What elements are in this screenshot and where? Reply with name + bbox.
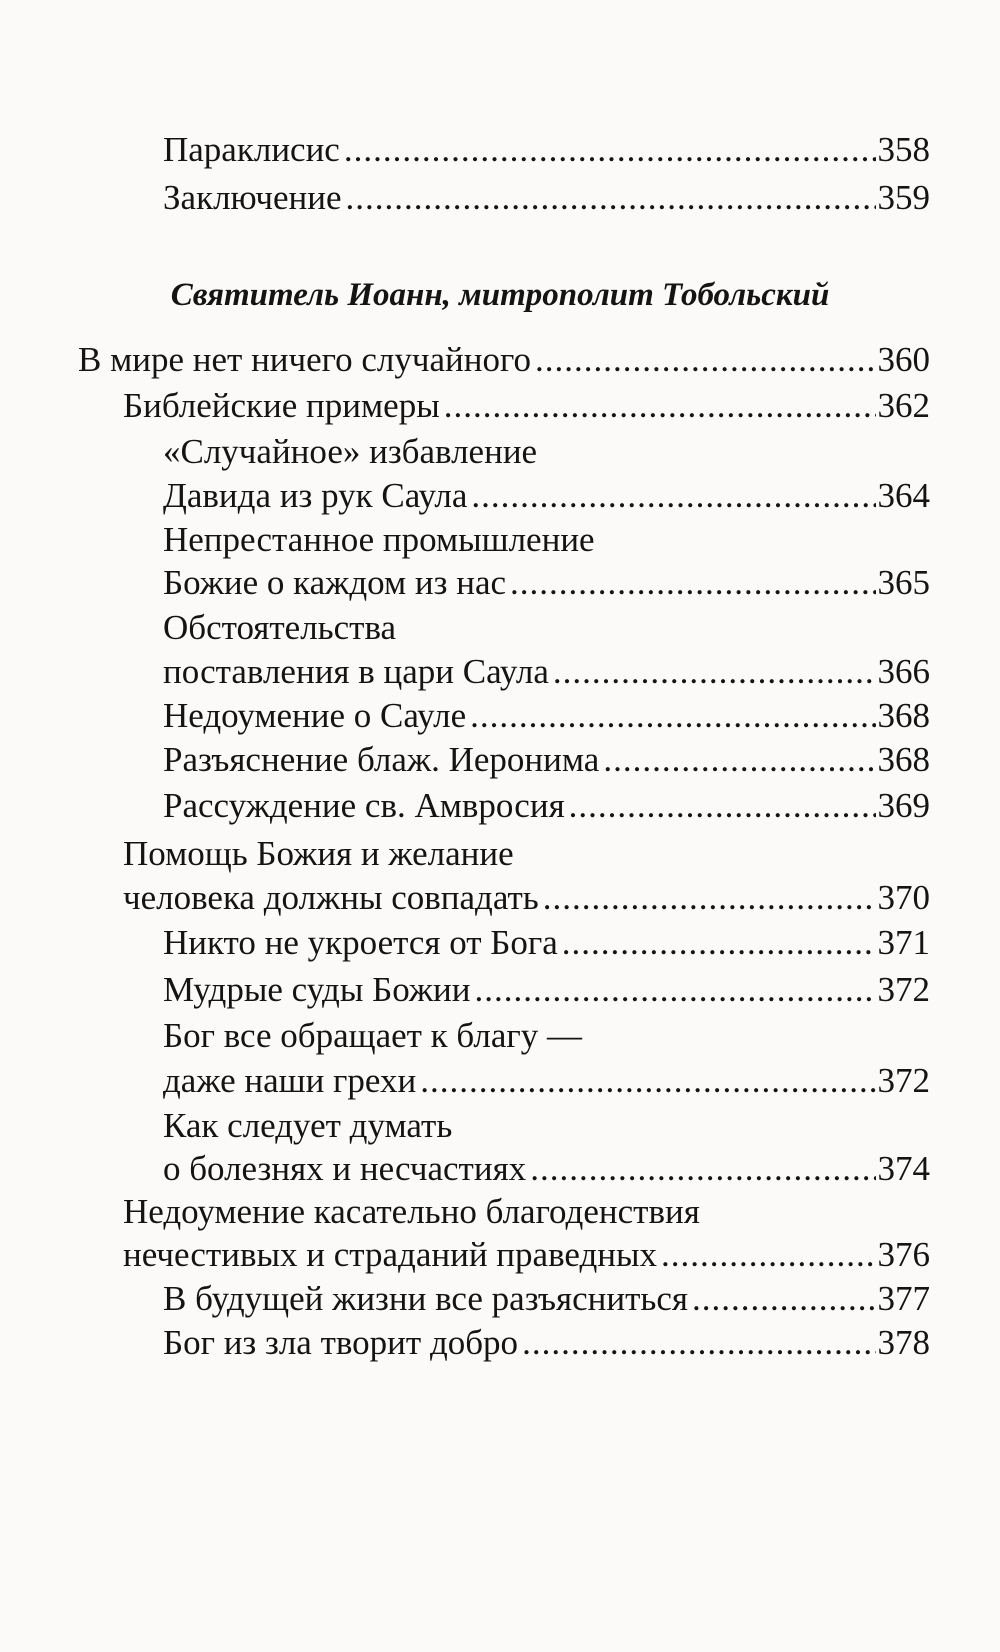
toc-entry [163, 738, 930, 782]
toc-entry [163, 1147, 930, 1191]
dot-leader [543, 876, 876, 920]
toc-entry-title: Параклисис [163, 130, 340, 169]
toc-entry-page: 359 [877, 178, 930, 217]
toc-entry-page: 372 [877, 1061, 930, 1100]
toc-entry-title: Никто не укроется от Бога [163, 923, 558, 962]
toc-entry-title: даже наши грехи [163, 1061, 417, 1100]
dot-leader [420, 1059, 875, 1103]
dot-leader [344, 128, 876, 172]
dot-leader [522, 1321, 875, 1365]
dot-leader [470, 694, 875, 738]
toc-entry-page: 362 [877, 386, 930, 425]
dot-leader [562, 921, 876, 965]
dot-leader [661, 1233, 875, 1277]
toc-entry-conclusion [163, 176, 930, 220]
toc-entry [123, 384, 930, 428]
toc-entry [163, 650, 930, 694]
toc-entry [163, 561, 930, 605]
toc-entry-page: 371 [877, 923, 930, 962]
toc-entry-first-line: Обстоятельства [163, 608, 397, 647]
toc-entry-title: Божие о каждом из нас [163, 563, 507, 602]
toc-entry-title: нечестивых и страданий праведных [123, 1235, 658, 1274]
toc-entry [163, 694, 930, 738]
toc-entry-first-line: Бог все обращает к благу — [163, 1016, 582, 1055]
toc-entry-first-line: Недоумение касательно благоденствия [123, 1192, 700, 1231]
toc-entry-title: человека должны совпадать [123, 878, 539, 917]
toc-entry-page: 377 [877, 1279, 930, 1318]
toc-entry-title: Мудрые суды Божии [163, 970, 471, 1009]
dot-leader [444, 384, 876, 428]
toc-entry-page: 372 [877, 970, 930, 1009]
toc-entry-title: поставления в цари Саула [163, 652, 549, 691]
toc-entry-page: 360 [877, 340, 930, 379]
toc-entry-first-line: Как следует думать [163, 1106, 453, 1145]
toc-entry-title: В мире нет ничего случайного [78, 340, 531, 379]
toc-entry [163, 1277, 930, 1321]
toc-entry-title: Разъяснение блаж. Иеронима [163, 740, 600, 779]
toc-entry-page: 378 [877, 1323, 930, 1362]
dot-leader [530, 1147, 875, 1191]
dot-leader [474, 968, 875, 1012]
toc-entry-title: Заключение [163, 178, 342, 217]
dot-leader [603, 738, 875, 782]
toc-entry [163, 921, 930, 965]
toc-entry-title: Библейские примеры [123, 386, 440, 425]
toc-entry-title: Бог из зла творит добро [163, 1323, 519, 1362]
toc-entry-paraklisis [163, 128, 930, 172]
toc-entry-title: Давида из рук Саула [163, 476, 468, 515]
toc-entry [163, 784, 930, 828]
toc-entry-page: 368 [877, 696, 930, 735]
dot-leader [510, 561, 875, 605]
dot-leader [692, 1277, 876, 1321]
toc-entry-page: 365 [877, 563, 930, 602]
toc-entry-page: 368 [877, 740, 930, 779]
toc-entry [78, 338, 930, 382]
toc-entry-first-line: Непрестанное промышление [163, 520, 595, 559]
toc-entry-page: 364 [877, 476, 930, 515]
toc-entry-page: 366 [877, 652, 930, 691]
toc-entry-first-line: Помощь Божия и желание [123, 834, 514, 873]
dot-leader [471, 474, 875, 518]
toc-entry-title: о болезнях и несчастиях [163, 1149, 527, 1188]
toc-entry-page: 370 [877, 878, 930, 917]
toc-entry-page: 358 [877, 130, 930, 169]
toc-entry [163, 1321, 930, 1365]
toc-entry [123, 876, 930, 920]
section-heading: Святитель Иоанн, митрополит Тобольский [170, 277, 830, 313]
toc-entry [123, 1233, 930, 1277]
dot-leader [346, 176, 876, 220]
toc-entry-first-line: «Случайное» избавление [163, 432, 538, 471]
toc-entry [163, 1059, 930, 1103]
toc-entry-page: 376 [877, 1235, 930, 1274]
toc-entry-title: В будущей жизни все разъясниться [163, 1279, 688, 1318]
toc-entry-page: 374 [877, 1149, 930, 1188]
dot-leader [535, 338, 876, 382]
toc-entry [163, 968, 930, 1012]
toc-entry-title: Рассуждение св. Амвросия [163, 786, 565, 825]
toc-entry [163, 474, 930, 518]
toc-entry-title: Недоумение о Сауле [163, 696, 467, 735]
dot-leader [553, 650, 876, 694]
dot-leader [569, 784, 876, 828]
toc-entry-page: 369 [877, 786, 930, 825]
